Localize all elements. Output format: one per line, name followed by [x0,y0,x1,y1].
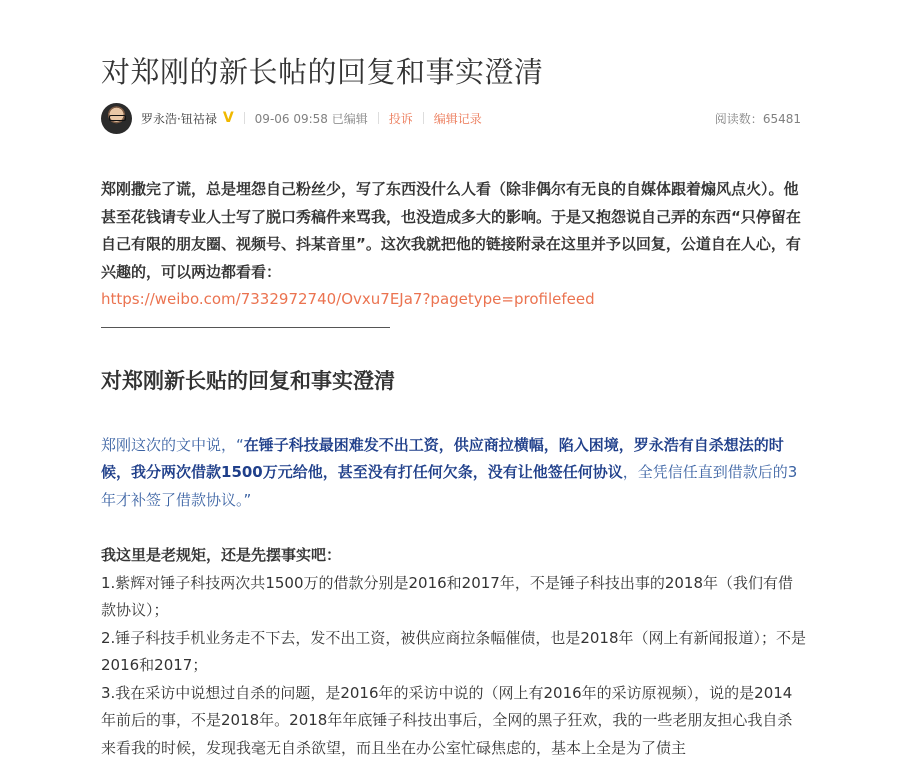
vip-badge-icon: V [222,110,234,126]
horizontal-rule [101,327,390,328]
quote-suffix: ，全凭信任直到借款后的3年才补签了借款协议。” [101,463,798,509]
weibo-link[interactable]: https://weibo.com/7332972740/Ovxu7EJa7?pagetype=profilefeed [101,290,595,308]
divider [378,112,379,124]
read-count [715,110,801,127]
publish-time: 09-06 09:58 已编辑 [254,111,368,126]
fact-item-1: 1.紫辉对锤子科技两次共1500万的借款分别是2016和2017年，不是锤子科技出事的2018年（我们有借款协议）； [101,573,794,619]
fact-item-3: 3.我在采访中说想过自杀的问题，是2016年的采访中说的（网上有2016年的采访原视频），说的是2014年前后的事，不是2018年。2018年年底锤子科技出事后，全网的黑子狂欢，我的一些老朋友担心我自杀来看我的时候，发现我毫无自杀欲望，而且坐在办公室忙碌焦虑的，基本上全是为了债主 [101,683,793,757]
edit-history-link[interactable]: 编辑记录 [433,111,482,126]
fact-item-2: 2.锤子科技手机业务走不下去，发不出工资，被供应商拉条幅催债，也是2018年（网上有新闻报道）；不是2016和2017； [101,628,806,674]
article-body [101,176,806,762]
read-count-label: 阅读数： [714,111,763,126]
quote-prefix: 郑刚这次的文中说，“ [101,435,244,454]
article-meta [101,102,801,134]
facts-heading: 我这里是老规矩，还是先摆事实吧： [101,546,342,564]
quote-paragraph [101,432,806,515]
divider [423,112,424,124]
read-count-value: 65481 [762,111,801,126]
report-link[interactable]: 投诉 [388,111,413,126]
article-title: 对郑刚的新长帖的回复和事实澄清 [101,55,544,89]
intro-paragraph: 郑刚撒完了谎，总是埋怨自己粉丝少，写了东西没什么人看（除非偶尔有无良的自媒体跟着煽风点火）。他甚至花钱请专业人士写了脱口秀稿件来骂我，也没造成多大的影响。于是又抱怨说自己弄的东西“只停留在自己有限的朋友圈、视频号、抖某音里”。这次我就把他的链接附录在这里并予以回复，公道自在人心，有兴趣的，可以两边都看看： [101,180,801,281]
quote-bold: 在锤子科技最困难发不出工资，供应商拉横幅，陷入困境，罗永浩有自杀想法的时候，我分两次借款1500万元给他，甚至没有打任何欠条，没有让他签任何协议 [101,435,784,481]
section-heading: 对郑刚新长贴的回复和事实澄清 [101,368,395,393]
author-name[interactable]: 罗永浩·钮祜禄 [141,111,217,126]
divider [244,112,245,124]
author-avatar[interactable] [101,103,132,134]
